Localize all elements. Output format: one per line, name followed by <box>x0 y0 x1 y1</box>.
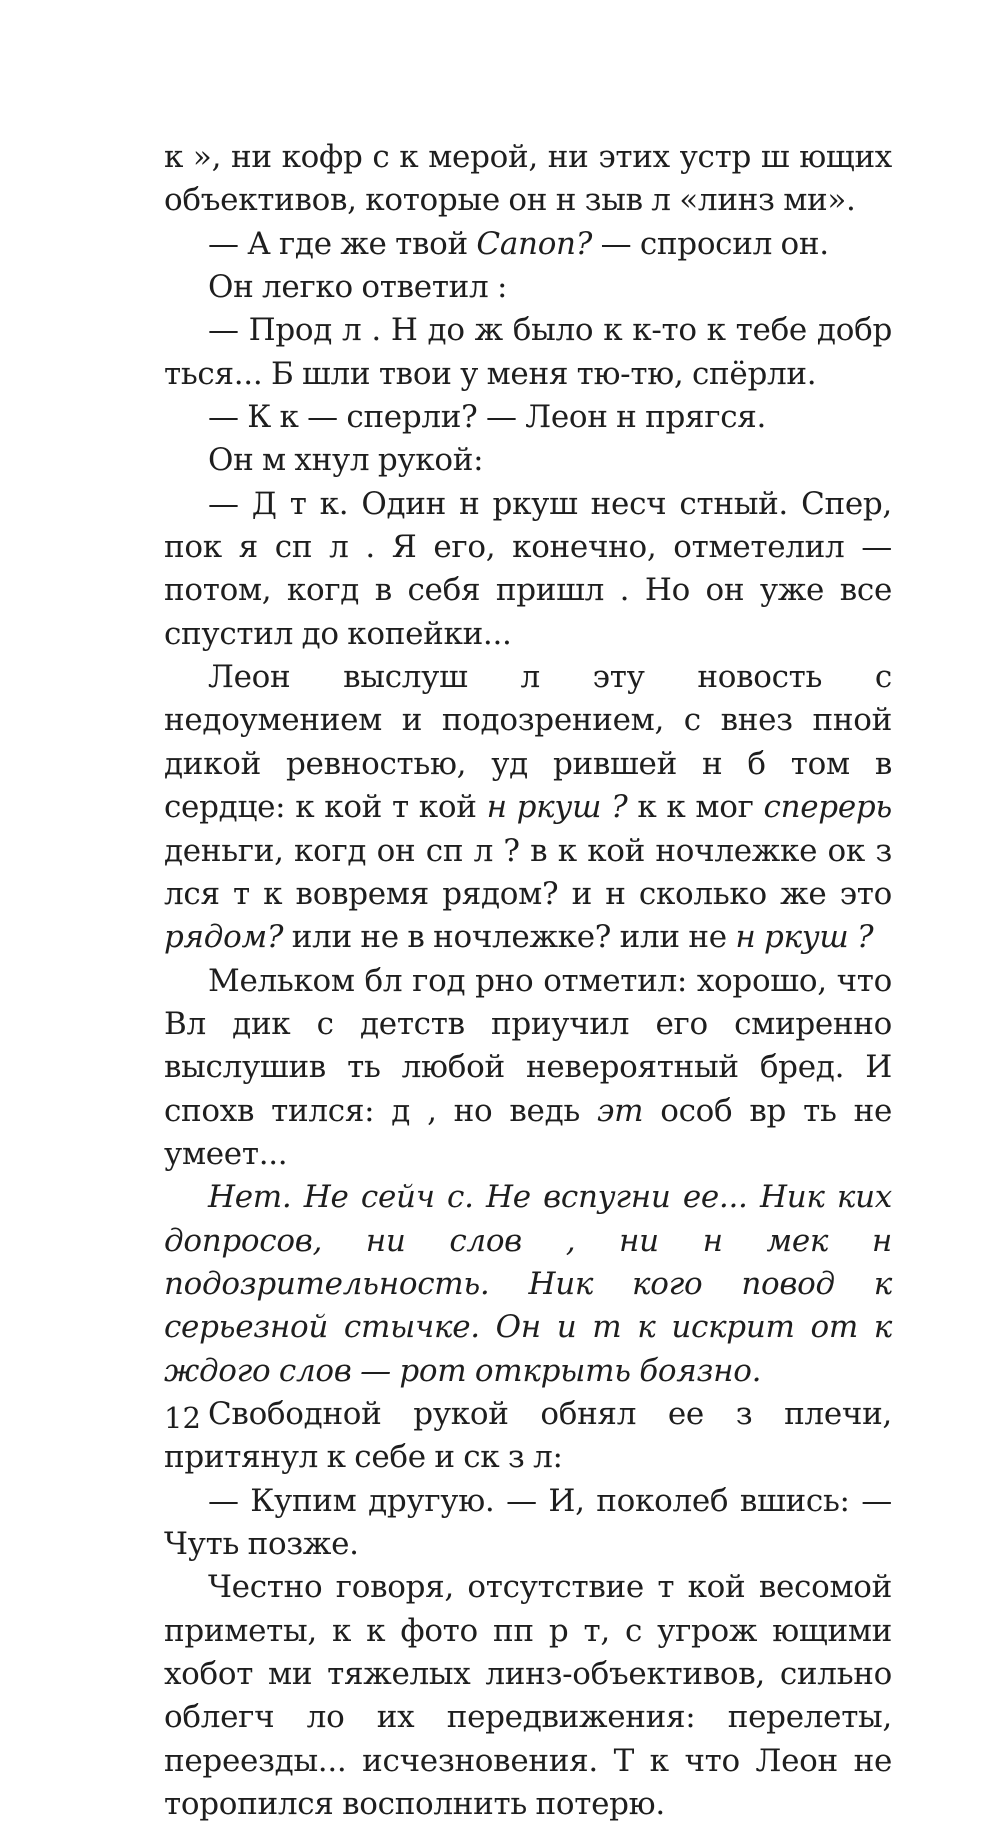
text-run: к », ни кофр с к мерой, ни этих устр ш ющих объективов, которые он н зыв л «линз ми». <box>164 139 892 219</box>
text-run: — Купим другую. — И, поколеб вшись: — Чуть позже. <box>164 1482 892 1562</box>
paragraph <box>164 1480 892 1567</box>
text-run: Честно говоря, отсутствие т кой весомой приметы, к к фото пп р т, с угрож ющими хобот ми тяжелых линз-объективов, сильно облегч ло их передвижения: перелеты, переезды... исчезновения. Т к что Леон не торопился восполнить потерю. <box>164 1569 892 1823</box>
text-run: особ вр ть не умеет... <box>164 1092 892 1172</box>
text-run: деньги, когд он сп л ? в к кой ночлежке ок з лся т к вовремя рядом? и н сколько же это <box>164 832 892 912</box>
italic-run: Нет. Не сейч с. Не вспугни ее... Ник ких допросов, ни слов , ни н мек н подозрительность. Ник кого повод к серьезной стычке. Он и т к искрит от к ждого слов — рот открыть боязно. <box>164 1179 892 1389</box>
paragraph <box>164 439 892 482</box>
text-run: — Прод л . Н до ж было к к-то к тебе добр ться... Б шли твои у меня тю-тю, спёрли. <box>164 312 892 392</box>
paragraph <box>164 266 892 309</box>
paragraph <box>164 223 892 266</box>
text-run: — Д т к. Один н ркуш несч стный. Спер, пок я сп л . Я его, конечно, отметелил — потом, когд в себя пришл . Но он уже все спустил до копейки... <box>164 485 892 652</box>
text-run: Леон выслуш л эту новость с недоумением и подозрением, с внез пной дикой ревностью, уд рившей н б том в сердце: к кой т кой <box>164 659 892 826</box>
text-run: — спросил он. <box>592 225 829 262</box>
italic-run: Canon? <box>476 225 593 262</box>
italic-run: сперерь <box>763 789 893 826</box>
text-run: Он легко ответил : <box>208 269 508 306</box>
italic-run: рядом? <box>164 919 284 956</box>
italic-run: н ркуш ? <box>486 789 628 826</box>
paragraph <box>164 656 892 959</box>
paragraph <box>164 1176 892 1393</box>
paragraph <box>164 396 892 439</box>
text-run: к к мог <box>627 789 764 826</box>
paragraph <box>164 483 892 656</box>
paragraph <box>164 1566 892 1826</box>
text-run: — К к — сперли? — Леон н прягся. <box>208 399 767 436</box>
text-run: — А где же твой <box>208 225 477 262</box>
italic-run: н ркуш ? <box>735 919 874 956</box>
text-run: Свободной рукой обнял ее з плечи, притянул к себе и ск з л: <box>164 1395 892 1476</box>
page-number: 12 <box>164 1401 201 1435</box>
paragraph <box>164 136 892 223</box>
paragraph <box>164 1393 892 1480</box>
paragraph <box>164 309 892 396</box>
paragraph <box>164 960 892 1177</box>
text-run: Он м хнул рукой: <box>208 442 484 479</box>
italic-run: эт <box>597 1092 644 1129</box>
body-text <box>164 136 892 1826</box>
text-run: или не в ночлежке? или не <box>283 919 736 956</box>
text-run: Мельком бл год рно отметил: хорошо, что Вл дик с детств приучил его смиренно выслушив ть любой невероятный бред. И спохв тился: д , но ведь <box>164 962 892 1129</box>
